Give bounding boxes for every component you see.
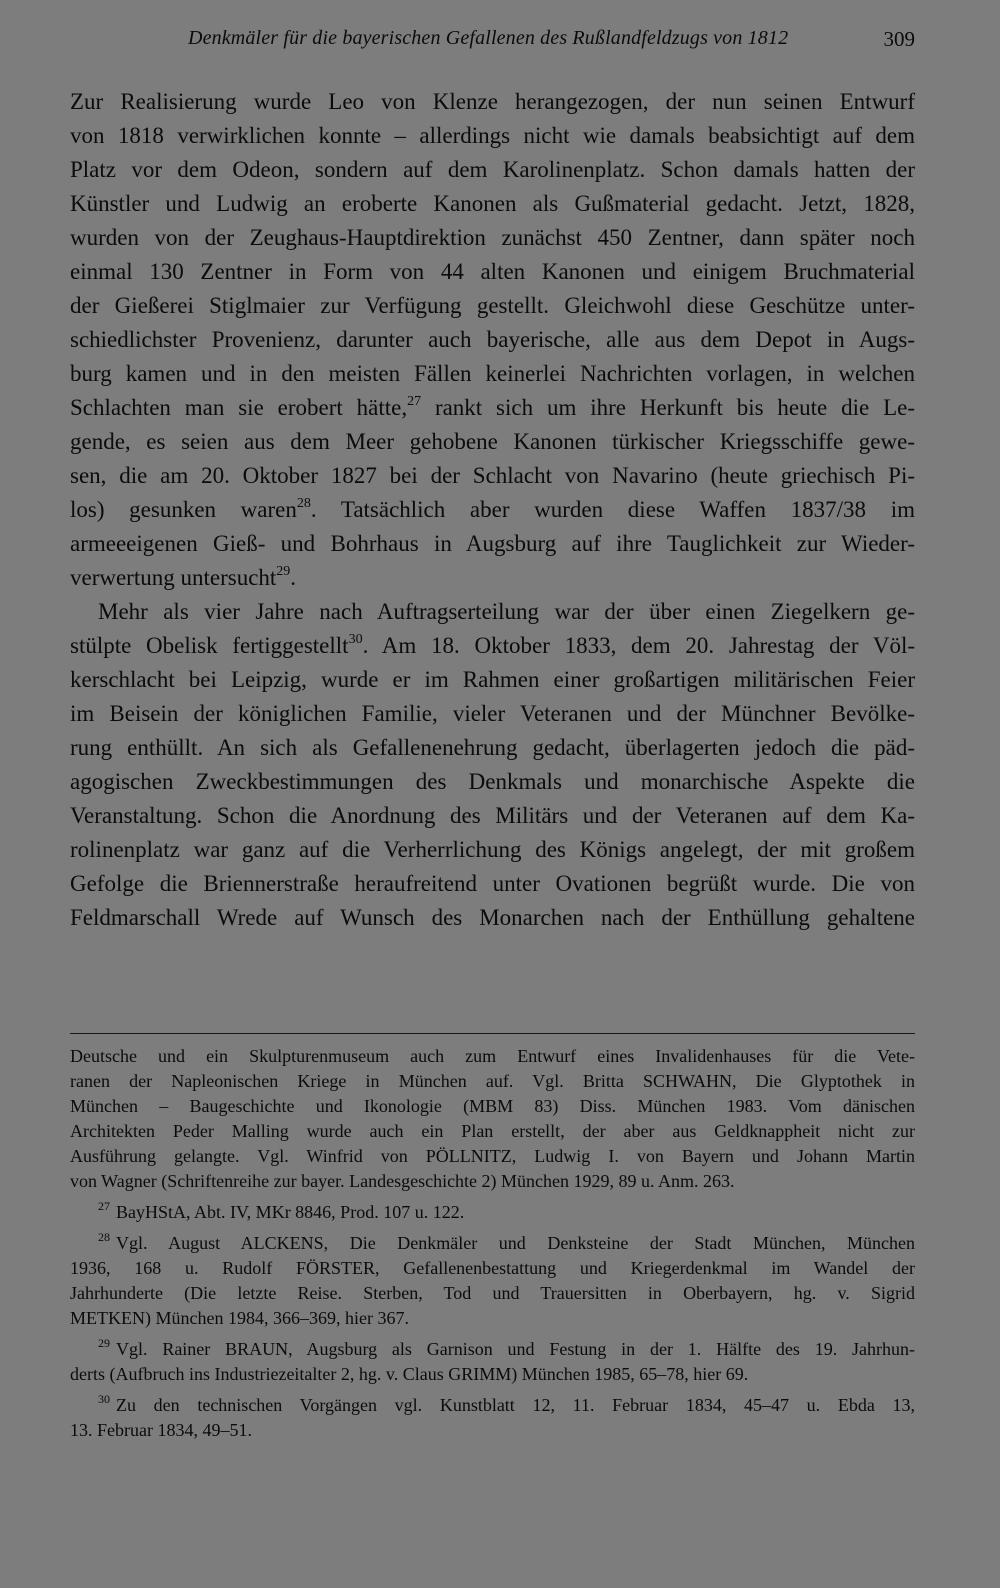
body-line-text: burg kamen und in den meisten Fällen keinerlei Nachrichten vorlagen, in welchen [70, 361, 915, 386]
body-line [70, 697, 915, 731]
body-line-text-after-reference: . [290, 565, 297, 590]
footnote-line [70, 1281, 915, 1306]
body-line [70, 153, 915, 187]
body-line [70, 527, 915, 561]
body-line-text: von 1818 verwirklichen konnte – allerdings nicht wie damals beabsichtigt auf dem [70, 123, 915, 148]
body-text [70, 85, 915, 935]
footnote-number: 28 [98, 1230, 110, 1244]
footnote-number: 29 [98, 1336, 110, 1350]
footnote-line [70, 1418, 915, 1443]
body-line-text: armeeeigenen Gieß- und Bohrhaus in Augsburg auf ihre Tauglichkeit zur Wieder- [70, 531, 915, 556]
body-line [70, 357, 915, 391]
footnote-line [70, 1044, 915, 1069]
body-line-text: schiedlichster Provenienz, darunter auch bayerische, alle aus dem Depot in Augs- [70, 327, 915, 352]
footnote-text: BayHStA, Abt. IV, MKr 8846, Prod. 107 u. 122. [116, 1202, 465, 1222]
body-line-text: Künstler und Ludwig an eroberte Kanonen als Gußmaterial gedacht. Jetzt, 1828, [70, 191, 915, 216]
body-line-text: Veranstaltung. Schon die Anordnung des Militärs und der Veteranen auf dem Ka- [70, 803, 915, 828]
body-line-text: wurden von der Zeughaus-Hauptdirektion zunächst 450 Zentner, dann später noch [70, 225, 915, 250]
page-number: 309 [883, 27, 915, 51]
footnote-text: von Wagner (Schriftenreihe zur bayer. Landesgeschichte 2) München 1929, 89 u. Anm. 263. [70, 1171, 735, 1191]
footnote-text: Deutsche und ein Skulpturenmuseum auch zum Entwurf eines Invalidenhauses für die Vete- [70, 1046, 915, 1066]
body-line [70, 255, 915, 289]
footnote-text: Architekten Peder Malling wurde auch ein Plan erstellt, der aber aus Geldknappheit nicht zur [70, 1121, 915, 1141]
body-line-text-after-reference: . Am 18. Oktober 1833, dem 20. Jahrestag der Völ- [362, 633, 915, 658]
footnote-line [70, 1256, 915, 1281]
body-line [70, 85, 915, 119]
body-line [70, 561, 915, 595]
body-line [70, 459, 915, 493]
footnote-text: Jahrhunderte (Die letzte Reise. Sterben, Tod und Trauersitten in Oberbayern, hg. v. Sigrid [70, 1283, 915, 1303]
footnote-line [70, 1169, 915, 1194]
body-line [70, 119, 915, 153]
body-line [70, 323, 915, 357]
footnote-text: Ausführung gelangte. Vgl. Winfrid von PÖLLNITZ, Ludwig I. von Bayern und Johann Martin [70, 1146, 915, 1166]
body-line [70, 595, 915, 629]
footnote-line [70, 1387, 915, 1418]
body-line [70, 901, 915, 935]
footnote-line [70, 1069, 915, 1094]
footnote-number: 30 [98, 1392, 110, 1406]
footnote-reference: 27 [407, 394, 422, 409]
body-line-text: Gefolge die Briennerstraße heraufreitend unter Ovationen begrüßt wurde. Die von [70, 871, 915, 896]
body-line [70, 493, 915, 527]
footnote-text: Vgl. Rainer BRAUN, Augsburg als Garnison und Festung in der 1. Hälfte des 19. Jahrhun- [116, 1339, 915, 1359]
body-line [70, 765, 915, 799]
footnote-text: METKEN) München 1984, 366–369, hier 367. [70, 1308, 409, 1328]
footnote-line [70, 1194, 915, 1225]
running-head [70, 27, 915, 57]
body-line-text: im Beisein der königlichen Familie, vieler Veteranen und der Münchner Bevölke- [70, 701, 915, 726]
footnote-line [70, 1119, 915, 1144]
footnote-number: 27 [98, 1199, 110, 1213]
body-line-text: agogischen Zweckbestimmungen des Denkmals und monarchische Aspekte die [70, 769, 915, 794]
footnote-line [70, 1144, 915, 1169]
body-line-text: rung enthüllt. An sich als Gefallenenehrung gedacht, überlagerten jedoch die päd- [70, 735, 915, 760]
body-line-text: Feldmarschall Wrede auf Wunsch des Monarchen nach der Enthüllung gehaltene [70, 905, 915, 930]
footnote-text: ranen der Napleonischen Kriege in München auf. Vgl. Britta SCHWAHN, Die Glyptothek in [70, 1071, 915, 1091]
footnote-line [70, 1362, 915, 1387]
body-line [70, 289, 915, 323]
footnote-line [70, 1094, 915, 1119]
footnote-text: 13. Februar 1834, 49–51. [70, 1420, 252, 1440]
body-line-text: Schlachten man sie erobert hätte, [70, 395, 408, 420]
body-line [70, 799, 915, 833]
body-line [70, 221, 915, 255]
body-line [70, 867, 915, 901]
body-line-text: stülpte Obelisk fertiggestellt [70, 633, 349, 658]
body-line [70, 833, 915, 867]
body-line [70, 629, 915, 663]
body-line [70, 731, 915, 765]
footnote-line [70, 1306, 915, 1331]
footnote-separator [70, 1033, 915, 1034]
body-line-text-after-reference: rankt sich um ihre Herkunft bis heute die Le- [421, 395, 915, 420]
footnote-text: Zu den technischen Vorgängen vgl. Kunstblatt 12, 11. Februar 1834, 45–47 u. Ebda 13, [116, 1395, 915, 1415]
body-line-text: Mehr als vier Jahre nach Auftragserteilung war der über einen Ziegelkern ge- [98, 599, 915, 624]
body-line-text: rolinenplatz war ganz auf die Verherrlichung des Königs angelegt, der mit großem [70, 837, 915, 862]
footnote-text: Vgl. August ALCKENS, Die Denkmäler und Denksteine der Stadt München, München [116, 1233, 915, 1253]
footnote-text: 1936, 168 u. Rudolf FÖRSTER, Gefallenenbestattung und Kriegerdenkmal im Wandel der [70, 1258, 915, 1278]
body-line [70, 187, 915, 221]
footnotes [70, 1044, 915, 1443]
footnote-reference: 28 [296, 496, 311, 511]
footnote-text: derts (Aufbruch ins Industriezeitalter 2, hg. v. Claus GRIMM) München 1985, 65–78, hier 69. [70, 1364, 749, 1384]
body-line-text: einmal 130 Zentner in Form von 44 alten Kanonen und einigem Bruchmaterial [70, 259, 915, 284]
body-line [70, 663, 915, 697]
body-line-text: sen, die am 20. Oktober 1827 bei der Schlacht von Navarino (heute griechisch Pi- [70, 463, 915, 488]
body-line-text: los) gesunken waren [70, 497, 297, 522]
body-line-text-after-reference: . Tatsächlich aber wurden diese Waffen 1837/38 im [310, 497, 915, 522]
footnote-reference: 30 [348, 632, 363, 647]
footnote-text: München – Baugeschichte und Ikonologie (MBM 83) Diss. München 1983. Vom dänischen [70, 1096, 915, 1116]
running-title: Denkmäler für die bayerischen Gefallenen des Rußlandfeldzugs von 1812 [188, 27, 789, 49]
footnote-reference: 29 [276, 564, 291, 579]
body-line-text: kerschlacht bei Leipzig, wurde er im Rahmen einer großartigen militärischen Feier [70, 667, 915, 692]
body-line [70, 391, 915, 425]
body-line-text: verwertung untersucht [70, 565, 277, 590]
body-line-text: Platz vor dem Odeon, sondern auf dem Karolinenplatz. Schon damals hatten der [70, 157, 915, 182]
body-line [70, 425, 915, 459]
body-line-text: gende, es seien aus dem Meer gehobene Kanonen türkischer Kriegsschiffe gewe- [70, 429, 915, 454]
footnote-line [70, 1331, 915, 1362]
body-line-text: Zur Realisierung wurde Leo von Klenze herangezogen, der nun seinen Entwurf [70, 89, 915, 114]
footnote-line [70, 1225, 915, 1256]
body-line-text: der Gießerei Stiglmaier zur Verfügung gestellt. Gleichwohl diese Geschütze unter- [70, 293, 915, 318]
